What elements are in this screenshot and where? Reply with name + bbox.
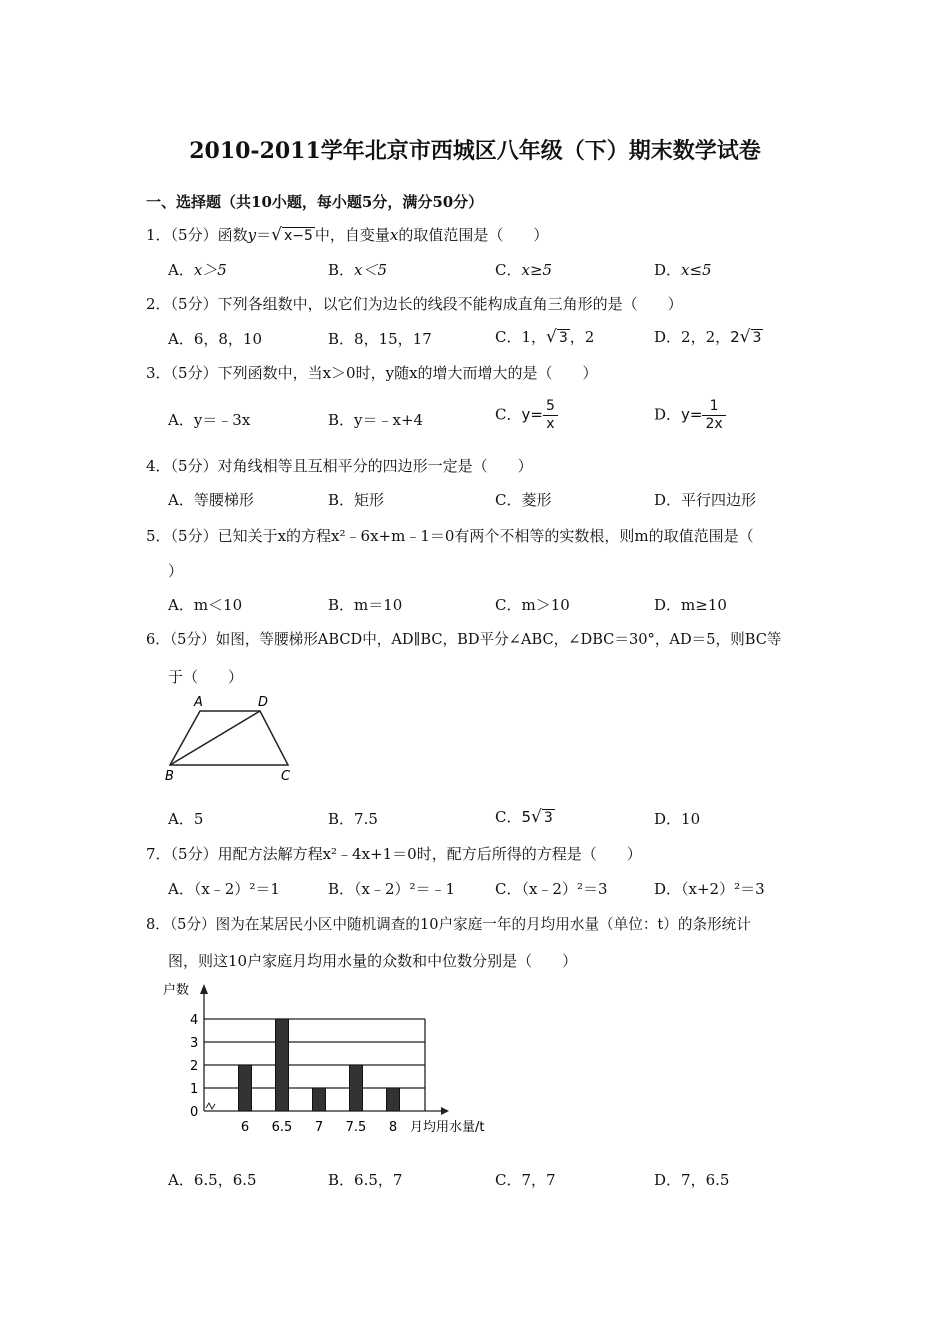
option-1a: A．x＞5 [168,261,227,279]
question-2: 2．（5分）下列各组数中，以它们为边长的线段不能构成直角三角形的是（ ） [146,295,683,313]
question-5-cont: ） [168,562,184,580]
y-axis-arrow [200,984,208,994]
bar [350,1065,363,1111]
option-7b: B．（x﹣2）²＝﹣1 [328,880,456,898]
chart-xlabel: 月均用水量/t [410,1120,485,1135]
option-5c: C．m＞10 [495,596,570,614]
label-b: B [165,769,174,784]
y-tick-label: 2 [190,1059,199,1074]
question-7: 7．（5分）用配方法解方程x²﹣4x+1＝0时，配方后所得的方程是（ ） [146,845,642,863]
question-3: 3．（5分）下列函数中，当x＞0时，y随x的增大而增大的是（ ） [146,364,598,382]
y-tick-label: 0 [190,1105,199,1120]
x-tick-label: 6 [240,1120,250,1135]
x-tick-label: 6.5 [271,1120,293,1135]
option-8d: D．7，6.5 [654,1171,730,1189]
option-1b: B．x＜5 [328,261,388,279]
option-3b: B．y＝﹣x+4 [328,411,424,429]
option-2c: C．1，√ 3 ，2 [495,327,595,347]
y-tick-label: 4 [190,1013,199,1028]
option-2d: D．2，2，2√ 3 [654,327,762,347]
label-a: A [194,695,203,710]
option-3a: A．y＝﹣3x [168,411,251,429]
option-6c: C．5√ 3 [495,807,553,827]
option-5b: B．m＝10 [328,596,403,614]
x-tick-label: 8 [388,1120,398,1135]
y-tick-label: 3 [190,1036,199,1051]
sqrt-expression: x−5 [283,228,313,244]
option-2a: A．6，8，10 [168,330,263,348]
bar [313,1088,326,1111]
y-tick-label: 1 [190,1082,199,1097]
option-7a: A．（x﹣2）²＝1 [168,880,280,898]
option-6a: A．5 [168,810,204,828]
x-tick-label: 7.5 [345,1120,367,1135]
question-6-cont: 于（ ） [168,668,244,686]
option-7c: C．（x﹣2）²＝3 [495,880,608,898]
option-5d: D．m≥10 [654,596,727,614]
diagonal-bd [170,711,260,765]
question-5: 5．（5分）已知关于x的方程x²﹣6x+m﹣1＝0有两个不相等的实数根，则m的取值范围是（ [146,527,754,545]
option-4a: A．等腰梯形 [168,491,254,509]
section-heading: 一、选择题（共10小题，每小题5分，满分50分） [146,193,484,211]
option-3d: D．y= $\frac{1}{2x}$ [654,398,726,433]
option-4b: B．矩形 [328,491,385,509]
option-8a: A．6.5，6.5 [168,1171,257,1189]
trapezoid-figure [160,690,310,785]
option-8c: C．7，7 [495,1171,556,1189]
bar [239,1065,252,1111]
option-6b: B．7.5 [328,810,378,828]
page-title: 2010-2011学年北京市西城区八年级（下）期末数学试卷 [189,138,761,164]
axis-break [206,1103,215,1109]
option-4c: C．菱形 [495,491,552,509]
option-5a: A．m＜10 [168,596,243,614]
option-1d: D．x≤5 [654,261,712,279]
label-d: D [258,695,269,710]
trapezoid-outline [170,711,288,765]
x-tick-label: 7 [314,1120,324,1135]
question-6: 6．（5分）如图，等腰梯形ABCD中，AD∥BC，BD平分∠ABC，∠DBC＝30°，AD＝5，则BC等 [146,631,782,648]
x-axis-arrow [441,1107,449,1115]
option-1c: C．x≥5 [495,261,553,279]
question-8: 8．（5分）图为在某居民小区中随机调查的10户家庭一年的月均用水量（单位：t）的条形统计 [146,916,751,933]
question-1: 1．（5分）函数y＝√ x−5 中，自变量x的取值范围是（ ） [146,225,549,245]
option-3c: C．y= $\frac{5}{x}$ [495,398,558,433]
option-4d: D．平行四边形 [654,491,757,509]
bar [387,1088,400,1111]
option-6d: D．10 [654,810,701,828]
chart-ylabel: 户数 [163,983,190,998]
option-7d: D．（x+2）²＝3 [654,880,765,898]
option-2b: B．8，15，17 [328,330,432,348]
bar [276,1019,289,1111]
bar-chart [160,978,505,1143]
question-4: 4．（5分）对角线相等且互相平分的四边形一定是（ ） [146,457,533,475]
question-8-cont: 图，则这10户家庭月均用水量的众数和中位数分别是（ ） [168,952,578,970]
label-c: C [281,769,291,784]
option-8b: B．6.5，7 [328,1171,403,1189]
